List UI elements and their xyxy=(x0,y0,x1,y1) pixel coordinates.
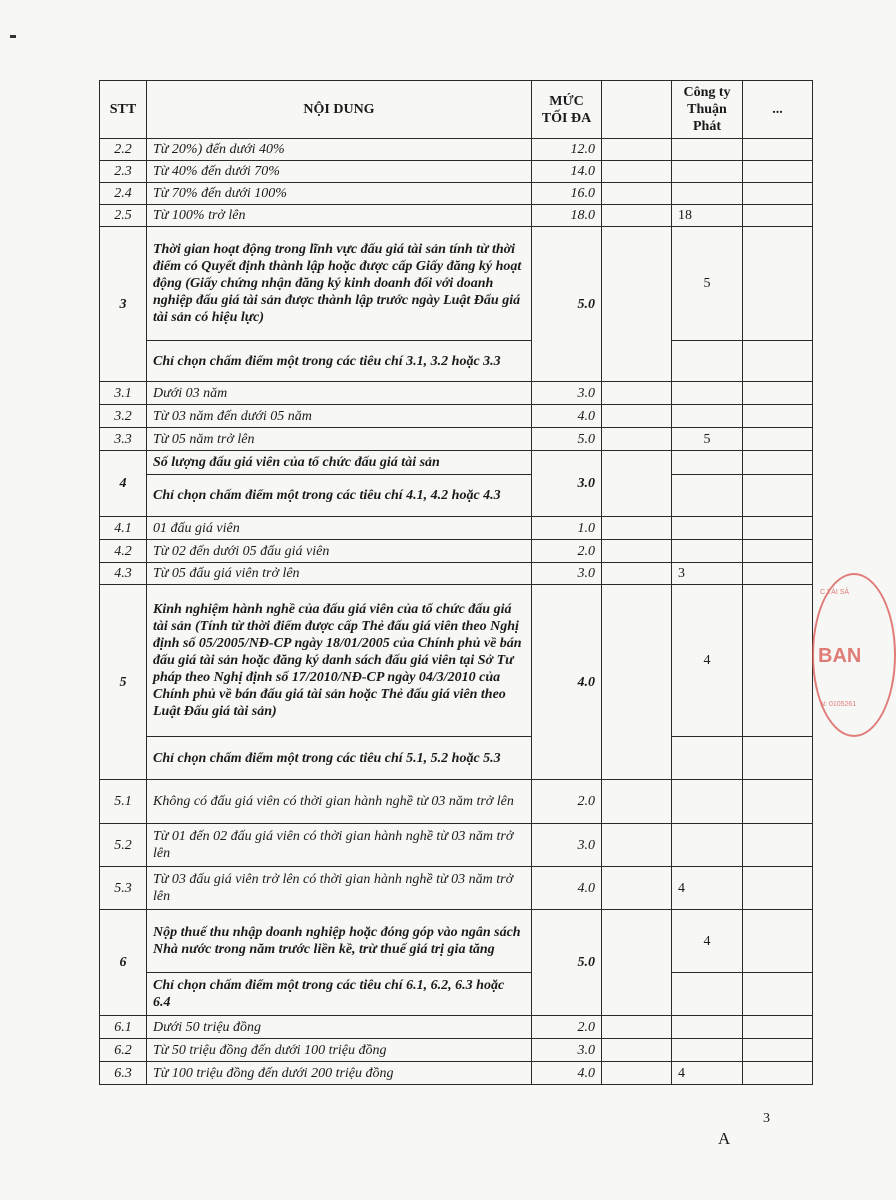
row-max: 4.0 xyxy=(532,405,602,428)
row-blank xyxy=(602,824,672,867)
row-score xyxy=(672,824,743,867)
row-content: Từ 05 năm trở lên xyxy=(147,428,532,451)
row-extra xyxy=(743,563,813,585)
row-blank xyxy=(602,161,672,183)
row-extra xyxy=(743,867,813,910)
row-blank xyxy=(602,563,672,585)
row-note: Chỉ chọn chấm điểm một trong các tiêu chí 6.1, 6.2, 6.3 hoặc 6.4 xyxy=(147,973,532,1016)
row-score xyxy=(672,1039,743,1062)
stamp-middle-text: BAN xyxy=(818,645,862,667)
row-extra xyxy=(743,540,813,563)
row-extra xyxy=(743,405,813,428)
row-blank xyxy=(602,183,672,205)
row-extra xyxy=(743,428,813,451)
row-stt: 5.1 xyxy=(100,780,147,824)
row-stt: 6.2 xyxy=(100,1039,147,1062)
table-row xyxy=(100,475,813,517)
stamp-top-text: C TÀI SẢ xyxy=(820,589,850,596)
row-extra xyxy=(743,227,813,341)
row-content: Từ 40% đến dưới 70% xyxy=(147,161,532,183)
header-blank xyxy=(602,81,672,139)
row-content: Từ 05 đấu giá viên trở lên xyxy=(147,563,532,585)
row-stt: 3.3 xyxy=(100,428,147,451)
row-stt: 6.3 xyxy=(100,1062,147,1085)
row-max: 4.0 xyxy=(532,867,602,910)
row-extra xyxy=(743,183,813,205)
row-stt: 3 xyxy=(100,227,147,382)
row-note: Chỉ chọn chấm điểm một trong các tiêu chí 4.1, 4.2 hoặc 4.3 xyxy=(147,475,532,517)
table-row xyxy=(100,973,813,1016)
row-blank xyxy=(602,867,672,910)
header-row xyxy=(100,81,813,139)
table-row xyxy=(100,780,813,824)
row-score: 5 xyxy=(672,428,743,451)
table-row xyxy=(100,1039,813,1062)
scan-mark xyxy=(10,35,16,38)
row-stt: 4.1 xyxy=(100,517,147,540)
table-row xyxy=(100,517,813,540)
row-score: 5 xyxy=(672,227,743,341)
row-max: 14.0 xyxy=(532,161,602,183)
row-blank xyxy=(602,382,672,405)
row-content: Không có đấu giá viên có thời gian hành nghề từ 03 năm trở lên xyxy=(147,780,532,824)
row-content: Nộp thuế thu nhập doanh nghiệp hoặc đóng góp vào ngân sách Nhà nước trong năm trước liền kề, trừ thuế giá trị gia tăng xyxy=(147,910,532,973)
table-row xyxy=(100,1016,813,1039)
table-row xyxy=(100,205,813,227)
row-note: Chỉ chọn chấm điểm một trong các tiêu chí 3.1, 3.2 hoặc 3.3 xyxy=(147,341,532,382)
row-extra xyxy=(743,973,813,1016)
row-blank xyxy=(602,585,672,780)
row-blank xyxy=(602,1039,672,1062)
company-stamp xyxy=(812,573,896,737)
row-blank xyxy=(602,1062,672,1085)
row-blank xyxy=(602,139,672,161)
page-mark: A xyxy=(718,1129,731,1148)
row-score xyxy=(672,475,743,517)
header-company: Công ty Thuận Phát xyxy=(672,81,743,139)
row-stt: 2.5 xyxy=(100,205,147,227)
row-max: 18.0 xyxy=(532,205,602,227)
row-content: Từ 50 triệu đồng đến dưới 100 triệu đồng xyxy=(147,1039,532,1062)
row-score xyxy=(672,139,743,161)
row-score xyxy=(672,1016,743,1039)
row-extra xyxy=(743,517,813,540)
row-extra xyxy=(743,585,813,737)
row-max: 3.0 xyxy=(532,563,602,585)
row-stt: 5 xyxy=(100,585,147,780)
row-extra xyxy=(743,341,813,382)
row-extra xyxy=(743,910,813,973)
row-score xyxy=(672,780,743,824)
row-max: 5.0 xyxy=(532,428,602,451)
row-max: 3.0 xyxy=(532,382,602,405)
row-blank xyxy=(602,540,672,563)
row-extra xyxy=(743,139,813,161)
row-extra xyxy=(743,475,813,517)
row-content: Số lượng đấu giá viên của tổ chức đấu giá tài sản xyxy=(147,451,532,475)
table-row xyxy=(100,451,813,475)
row-max: 4.0 xyxy=(532,1062,602,1085)
row-blank xyxy=(602,517,672,540)
row-extra xyxy=(743,780,813,824)
row-max: 3.0 xyxy=(532,451,602,517)
row-score: 4 xyxy=(672,1062,743,1085)
row-extra xyxy=(743,1016,813,1039)
row-blank xyxy=(602,780,672,824)
row-max: 16.0 xyxy=(532,183,602,205)
row-extra xyxy=(743,161,813,183)
row-stt: 2.3 xyxy=(100,161,147,183)
header-extra: ... xyxy=(743,81,813,139)
stamp-bottom-text: N: 0105261 xyxy=(820,701,857,708)
table-row xyxy=(100,867,813,910)
row-stt: 5.2 xyxy=(100,824,147,867)
row-content: Từ 100 triệu đồng đến dưới 200 triệu đồng xyxy=(147,1062,532,1085)
table-row xyxy=(100,585,813,737)
row-extra xyxy=(743,1039,813,1062)
row-score: 4 xyxy=(672,910,743,973)
row-max: 3.0 xyxy=(532,824,602,867)
row-max: 5.0 xyxy=(532,227,602,382)
row-content: Từ 01 đến 02 đấu giá viên có thời gian hành nghề từ 03 năm trở lên xyxy=(147,824,532,867)
table-row xyxy=(100,737,813,780)
table-row xyxy=(100,139,813,161)
row-score: 4 xyxy=(672,867,743,910)
row-score: 4 xyxy=(672,585,743,737)
row-extra xyxy=(743,824,813,867)
row-content: 01 đấu giá viên xyxy=(147,517,532,540)
row-max: 2.0 xyxy=(532,1016,602,1039)
row-stt: 2.2 xyxy=(100,139,147,161)
header-content: NỘI DUNG xyxy=(147,81,532,139)
row-score xyxy=(672,973,743,1016)
row-stt: 5.3 xyxy=(100,867,147,910)
row-content: Từ 20%) đến dưới 40% xyxy=(147,139,532,161)
row-score xyxy=(672,161,743,183)
row-score xyxy=(672,405,743,428)
row-extra xyxy=(743,451,813,475)
table-row xyxy=(100,161,813,183)
row-max: 1.0 xyxy=(532,517,602,540)
row-blank xyxy=(602,227,672,382)
row-stt: 6 xyxy=(100,910,147,1016)
row-content: Từ 03 đấu giá viên trở lên có thời gian hành nghề từ 03 năm trở lên xyxy=(147,867,532,910)
row-score xyxy=(672,737,743,780)
table-row xyxy=(100,1062,813,1085)
table-row xyxy=(100,563,813,585)
row-score: 3 xyxy=(672,563,743,585)
row-score xyxy=(672,183,743,205)
table-row xyxy=(100,540,813,563)
table-row xyxy=(100,824,813,867)
row-max: 5.0 xyxy=(532,910,602,1016)
row-content: Từ 02 đến dưới 05 đấu giá viên xyxy=(147,540,532,563)
row-content: Từ 70% đến dưới 100% xyxy=(147,183,532,205)
page-number: 3 xyxy=(763,1111,770,1126)
row-stt: 3.2 xyxy=(100,405,147,428)
row-stt: 6.1 xyxy=(100,1016,147,1039)
header-stt: STT xyxy=(100,81,147,139)
row-content: Từ 100% trở lên xyxy=(147,205,532,227)
row-blank xyxy=(602,205,672,227)
score-table xyxy=(99,80,813,1085)
row-stt: 2.4 xyxy=(100,183,147,205)
table-row xyxy=(100,910,813,973)
table-row xyxy=(100,227,813,341)
row-score: 18 xyxy=(672,205,743,227)
row-note: Chỉ chọn chấm điểm một trong các tiêu chí 5.1, 5.2 hoặc 5.3 xyxy=(147,737,532,780)
row-max: 4.0 xyxy=(532,585,602,780)
row-content: Từ 03 năm đến dưới 05 năm xyxy=(147,405,532,428)
table-row xyxy=(100,183,813,205)
row-max: 2.0 xyxy=(532,780,602,824)
row-content: Kinh nghiệm hành nghề của đấu giá viên của tổ chức đấu giá tài sản (Tính từ thời điểm được cấp Thẻ đấu giá viên theo Nghị định số 05/2005/NĐ-CP ngày 18/01/2005 của Chính phủ về bán đấu giá tài sản hoặc đăng ký danh sách đấu giá viên tại Sở Tư pháp theo Nghị định số 17/2010/NĐ-CP ngày 04/3/2010 của Chính phủ về bán đấu giá tài sản hoặc Thẻ đấu giá viên theo Luật Đấu giá tài sản) xyxy=(147,585,532,737)
row-blank xyxy=(602,1016,672,1039)
row-stt: 3.1 xyxy=(100,382,147,405)
row-score xyxy=(672,517,743,540)
row-extra xyxy=(743,382,813,405)
row-stt: 4.3 xyxy=(100,563,147,585)
row-content: Dưới 50 triệu đồng xyxy=(147,1016,532,1039)
row-max: 3.0 xyxy=(532,1039,602,1062)
row-max: 2.0 xyxy=(532,540,602,563)
row-blank xyxy=(602,451,672,517)
row-blank xyxy=(602,910,672,1016)
row-stt: 4.2 xyxy=(100,540,147,563)
table-row xyxy=(100,382,813,405)
row-blank xyxy=(602,428,672,451)
row-score xyxy=(672,451,743,475)
row-extra xyxy=(743,1062,813,1085)
row-content: Dưới 03 năm xyxy=(147,382,532,405)
row-extra xyxy=(743,205,813,227)
row-score xyxy=(672,382,743,405)
table-row xyxy=(100,428,813,451)
row-score xyxy=(672,341,743,382)
table-row xyxy=(100,341,813,382)
header-max: MỨC TỐI ĐA xyxy=(532,81,602,139)
row-score xyxy=(672,540,743,563)
row-extra xyxy=(743,737,813,780)
row-stt: 4 xyxy=(100,451,147,517)
row-max: 12.0 xyxy=(532,139,602,161)
row-content: Thời gian hoạt động trong lĩnh vực đấu giá tài sản tính từ thời điểm có Quyết định thành lập hoặc được cấp Giấy đăng ký hoạt động (Giấy chứng nhận đăng ký kinh doanh đối với doanh nghiệp đấu giá tài sản được thành lập trước ngày Luật Đấu giá tài sản có hiệu lực) xyxy=(147,227,532,341)
table-row xyxy=(100,405,813,428)
row-blank xyxy=(602,405,672,428)
